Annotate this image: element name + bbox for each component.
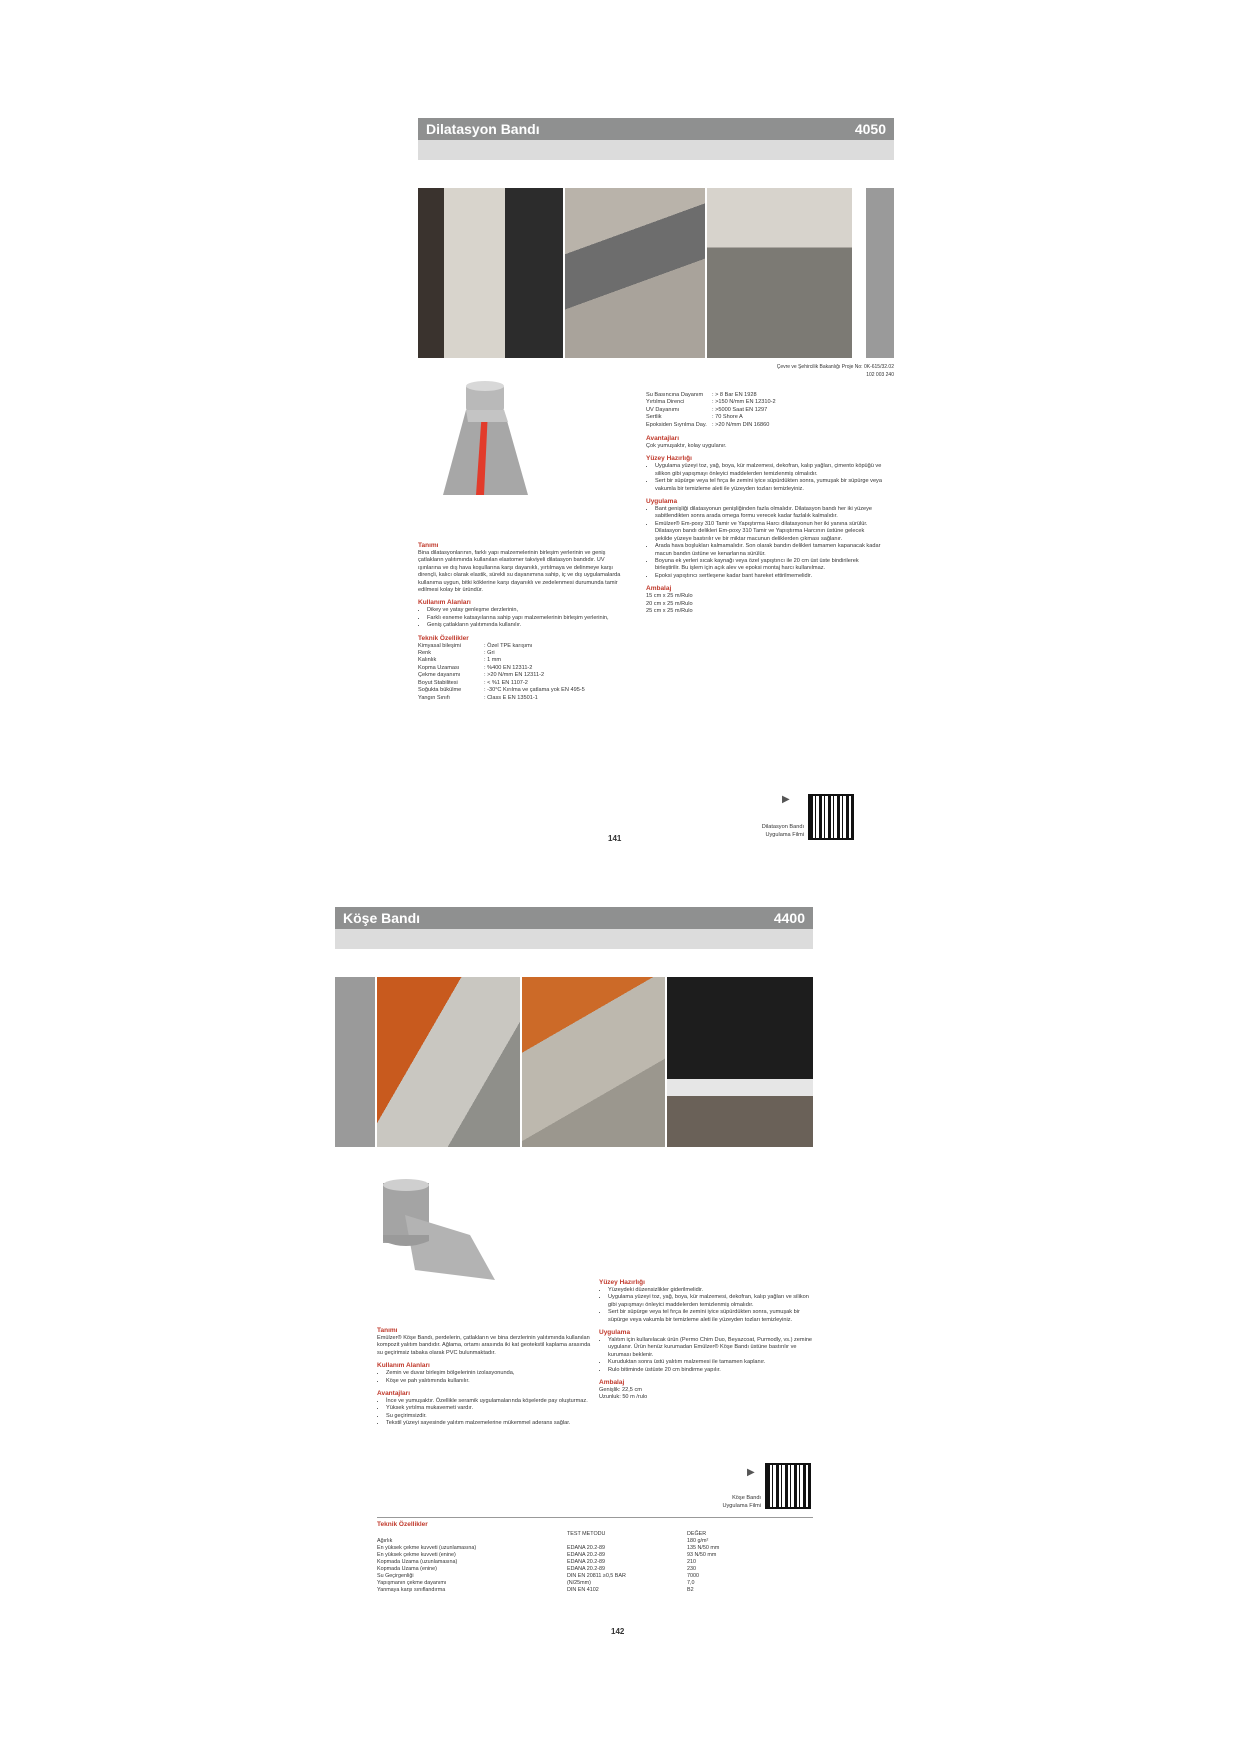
package-item: 20 cm x 25 m/Rulo — [646, 600, 693, 607]
list-item: • Dikey ve yatay genleşme derzlerinin, — [427, 607, 628, 614]
qr-code[interactable] — [765, 1463, 811, 1509]
product-image-dilatation-tape — [438, 380, 533, 500]
table-row — [377, 1559, 807, 1566]
list-item: • Sert bir süpürge veya tel fırça ile zemini iyice süpürdükten sonra, yumuşak bir süpürge veya vakumla bir temizleme aleti ile yüzeyden tozları temizleyiniz. — [655, 478, 882, 493]
surface-prep-heading: Yüzey Hazırlığı — [599, 1279, 645, 1286]
product-code: 4050 — [854, 121, 886, 137]
qr-caption: Köşe Bandı — [732, 1495, 761, 1501]
page-title-bar — [335, 907, 813, 929]
table-row — [377, 1573, 807, 1580]
list-item: • Yalıtım için kullanılacak ürün (Permo Chim Duo, Beyazcoat, Purmodly, vs.) zemine uygulanır. Ürün henüz kurumadan Emülzer® Köşe Bandı üstüne bastırılır ve kuruması beklenir. — [608, 1337, 813, 1359]
usage-heading: Kullanım Alanları — [418, 599, 471, 607]
list-item: • Uygulama yüzeyi toz, yağ, boya, kür malzemesi, dekofran, kalıp yağları ve silikon gibi yapışmayı önleyici maddelerden temizlenmiş olmalıdır. — [608, 1294, 813, 1309]
right-column — [646, 392, 882, 615]
spec-row: Sertlik : 70 Shore A — [646, 414, 743, 421]
table-cell: 7000 — [687, 1573, 699, 1579]
left-column — [377, 1327, 593, 1428]
photo-worker-trowel — [522, 977, 665, 1147]
advantages-heading: Avantajları — [646, 435, 679, 443]
application-list — [599, 1337, 813, 1374]
list-item: • Yüzeydeki düzensizlikler giderilmelidir. — [608, 1287, 813, 1294]
certificate-number: 102 003 240 — [866, 372, 894, 378]
title-sub-bar — [335, 929, 813, 949]
tech-specs-heading: Teknik Özellikler — [377, 1521, 428, 1528]
table-cell: DIN EN 20811 ≥0,5 BAR — [567, 1573, 626, 1579]
definition-text: Bina dilatasyonlarının, farklı yapı malzemelerinin birleşim yerlerinin ve geniş çatlakların yalıtımında kullanılan elastomer takviyeli dilatasyon bandıdır. UV ışınlarına ve dış hava koşullarına karşı dayanıklı, yırtılmaya ve delinmeye karşı dirençli, kalıcı olarak elastik, sürekli su dayanımına sahip, iç ve dış uygulamalarda kullanıma uygun, bitki köklerine karşı dayanıklı ve zedelenmesi durumunda tamir edilmesi kolay bir üründür. — [418, 550, 621, 594]
page-title: Köşe Bandı — [343, 910, 421, 926]
table-row — [377, 1587, 807, 1594]
spec-row: Renk : Gri — [418, 650, 495, 657]
package-item: 15 cm x 25 m/Rulo — [646, 593, 693, 600]
advantages-list — [377, 1398, 593, 1428]
photo-joint-tape-wall — [418, 188, 563, 358]
spec-row: Kopma Uzaması : %400 EN 12311-2 — [418, 664, 533, 671]
page-number: 141 — [608, 834, 622, 843]
list-item: • Boyuna ek yerleri sıcak kaynağı veya özel yapıştırıcı ile 20 cm üst üste bindirilerek birleştirilir. Bu işlem için açık alev ve epoksi montaj harcı kullanılmaz. — [655, 558, 882, 573]
table-cell — [567, 1538, 687, 1545]
list-item: • Köşe ve pah yalıtımında kullanılır. — [386, 1378, 593, 1385]
spec-row: Epoksiden Sıyrılma Day. : >20 N/mm DIN 16860 — [646, 421, 770, 428]
left-column — [418, 542, 628, 702]
page-141 — [418, 118, 894, 854]
table-cell: Kopmada Uzama (uzunlamasına) — [377, 1559, 458, 1565]
list-item: • Epoksi yapıştırıcı sertleşene kadar bant hareket ettirilmemelidir. — [655, 573, 882, 580]
page-number: 142 — [611, 1627, 625, 1636]
list-item: • Sert bir süpürge veya tel fırça ile zemini iyice süpürdükten sonra, yumuşak bir süpürge veya vakumla bir temizleme aleti ile yüzeyden tozları temizleyiniz. — [608, 1309, 813, 1324]
surface-prep-list — [599, 1287, 813, 1324]
table-header: TEST METODU — [567, 1531, 606, 1537]
surface-prep-heading: Yüzey Hazırlığı — [646, 455, 692, 463]
qr-caption: Dilatasyon Bandı — [761, 824, 804, 830]
table-cell: (N/25mm) — [567, 1580, 591, 1586]
usage-list — [418, 607, 628, 629]
usage-list — [377, 1370, 593, 1385]
package-heading: Ambalaj — [599, 1379, 625, 1387]
qr-caption: Uygulama Filmi — [722, 1503, 761, 1509]
table-header: DEĞER — [687, 1531, 707, 1537]
table-cell: Yapışmanın çekme dayanımı — [377, 1580, 447, 1586]
table-cell: Yanmaya karşı sınıflandırma — [377, 1587, 446, 1593]
table-row — [377, 1538, 807, 1545]
table-row — [377, 1566, 807, 1573]
tech-specs-heading: Teknik Özellikler — [418, 634, 469, 642]
list-item: • Zemin ve duvar birleşim bölgelerinin izolasyonunda, — [386, 1370, 593, 1377]
table-cell: Kopmada Uzama (enine) — [377, 1566, 437, 1572]
list-item: • Farklı esneme katsayılarına sahip yapı malzemelerinin birleşim yerlerinin, — [427, 615, 628, 622]
title-sub-bar — [418, 140, 894, 160]
application-heading: Uygulama — [646, 498, 678, 506]
tech-specs-table — [377, 1531, 807, 1594]
qr-code[interactable] — [808, 794, 854, 840]
surface-prep-list — [646, 463, 882, 493]
table-cell: DIN EN 4102 — [567, 1587, 599, 1593]
spec-row: Kalınlık : 1 mm — [418, 657, 502, 664]
spec-row: Soğukta bükülme : -30°C Kırılma ve çatlama yok EN 495-5 — [418, 687, 585, 694]
table-cell: 210 — [687, 1559, 696, 1565]
advantages-text: Çok yumuşaktır, kolay uygulanır. — [646, 443, 727, 450]
definition-text: Emülzer® Köşe Bandı, perdelerin, çatlakların ve bina derzlerinin yalıtımında kullanılan kompozit yalıtım bandıdır. Ağlama, ortamı arasında iki kat geotekstil kaplama arasında su geçirimsiz tabaka olarak PVC bulunmaktadır. — [377, 1335, 591, 1356]
spec-row: Boyut Stabilitesi : < %1 EN 1107-2 — [418, 679, 528, 686]
spec-row: Su Basıncına Dayanım : > 8 Bar EN 1928 — [646, 392, 757, 398]
product-code: 4400 — [773, 910, 805, 926]
table-cell: B2 — [687, 1587, 694, 1593]
table-cell: 230 — [687, 1566, 696, 1572]
divider — [377, 1517, 813, 1518]
package-heading: Ambalaj — [646, 585, 672, 593]
table-cell: En yüksek çekme kuvveti (uzunlamasına) — [377, 1545, 477, 1551]
advantages-heading: Avantajları — [377, 1390, 410, 1398]
photo-worker-corner — [377, 977, 520, 1147]
certificate-line: Çevre ve Şehircilik Bakanlığı Proje No: 0K-615/32.02 — [776, 364, 894, 370]
list-item: • Emülzer® Em-poxy 310 Tamir ve Yapıştırma Harcı dilatasyonun her iki yanına sürülür. Dilatasyon bandı delikleri Em-poxy 310 Tamir ve Yapıştırma Harcının üstüne gelecek şekilde yüzeye bastırılır ve bir miktar macunun deliklerden çıkması sağlanır. — [655, 521, 882, 543]
table-cell: EDANA 20.2-89 — [567, 1559, 606, 1565]
table-cell: 93 N/50 mm — [687, 1552, 717, 1558]
application-list — [646, 506, 882, 580]
side-grey-block — [335, 977, 375, 1147]
package-item: Uzunluk: 50 m /rulo — [599, 1394, 648, 1401]
page-142 — [335, 907, 813, 1637]
table-cell: 135 N/50 mm — [687, 1545, 720, 1551]
table-cell: Ağırlık — [377, 1538, 393, 1544]
page-title: Dilatasyon Bandı — [426, 121, 540, 137]
table-cell: En yüksek çekme kuvveti (enine) — [377, 1552, 456, 1558]
video-icon: ▶ — [747, 1467, 755, 1478]
spec-row: Yırtılma Direnci : >150 N/mm EN 12310-2 — [646, 399, 776, 406]
qr-caption: Uygulama Filmi — [765, 832, 804, 838]
definition-heading: Tanımı — [377, 1327, 398, 1334]
definition-heading: Tanımı — [418, 542, 439, 549]
table-cell: 180 g/m² — [687, 1538, 709, 1544]
photo-joint-tape-corner — [707, 188, 852, 358]
table-cell: EDANA 20.2-89 — [567, 1566, 606, 1572]
side-grey-block — [866, 188, 894, 358]
table-row — [377, 1552, 807, 1559]
right-column — [599, 1279, 813, 1402]
table-row — [377, 1580, 807, 1587]
table-cell: EDANA 20.2-89 — [567, 1545, 606, 1551]
usage-heading: Kullanım Alanları — [377, 1362, 430, 1370]
list-item: • Rulo bitiminde üstüste 20 cm bindirme yapılır. — [608, 1367, 813, 1374]
list-item: • Geniş çatlakların yalıtımında kullanılır. — [427, 622, 628, 629]
spec-row: UV Dayanımı : >5000 Saat EN 1297 — [646, 406, 768, 413]
list-item: • Yüksek yırtılma mukavemeti vardır. — [386, 1405, 593, 1412]
photo-joint-tape-slab — [565, 188, 705, 358]
video-icon: ▶ — [782, 794, 790, 805]
list-item: • Tekstil yüzeyi sayesinde yalıtım malzemelerine mükemmel aderans sağlar. — [386, 1420, 593, 1427]
product-image-corner-tape — [375, 1175, 500, 1285]
table-cell: 7,0 — [687, 1580, 695, 1586]
list-item: • Kuruduktan sonra üstü yalıtım malzemesi ile tamamen kaplanır. — [608, 1359, 813, 1366]
package-item: Genişlik: 22,5 cm — [599, 1387, 642, 1394]
list-item: • Bant genişliği dilatasyonun genişliğinden fazla olmalıdır. Dilatasyon bandı her iki yüzeye sabitlendikten sonra arada omega formu verecek kadar fazlalık kalmalıdır. — [655, 506, 882, 521]
table-row — [377, 1545, 807, 1552]
table-cell: Su Geçirgenliği — [377, 1573, 414, 1579]
photo-wall-base — [667, 977, 813, 1147]
spec-row: Çekme dayanımı : >20 N/mm EN 12311-2 — [418, 672, 545, 679]
spec-row: Kimyasal bileşimi : Özel TPE karışımı — [418, 642, 533, 649]
table-header — [377, 1531, 567, 1538]
table-cell: EDANA 20.2-89 — [567, 1552, 606, 1558]
page-title-bar — [418, 118, 894, 140]
application-heading: Uygulama — [599, 1329, 631, 1337]
spec-row: Yangın Sınıfı : Class E EN 13501-1 — [418, 694, 538, 701]
package-item: 25 cm x 25 m/Rulo — [646, 607, 693, 614]
list-item: • Arada hava boşlukları kalmamalıdır. Son olarak bandın delikleri tamamen kapanacak kadar macun bandın üstüne ve kenarlarına sürülür. — [655, 543, 882, 558]
table-header-row — [377, 1531, 807, 1538]
list-item: • İnce ve yumuşaktır. Özellikle seramik uygulamalarında köşelerde pay oluşturmaz. — [386, 1398, 593, 1405]
list-item: • Uygulama yüzeyi toz, yağ, boya, kür malzemesi, dekofran, kalıp yağları, çimento köpüğü ve silikon gibi yapışmayı önleyici maddelerden temizlenmiş olmalıdır. — [655, 463, 882, 478]
list-item: • Su geçirimsizdir. — [386, 1413, 593, 1420]
